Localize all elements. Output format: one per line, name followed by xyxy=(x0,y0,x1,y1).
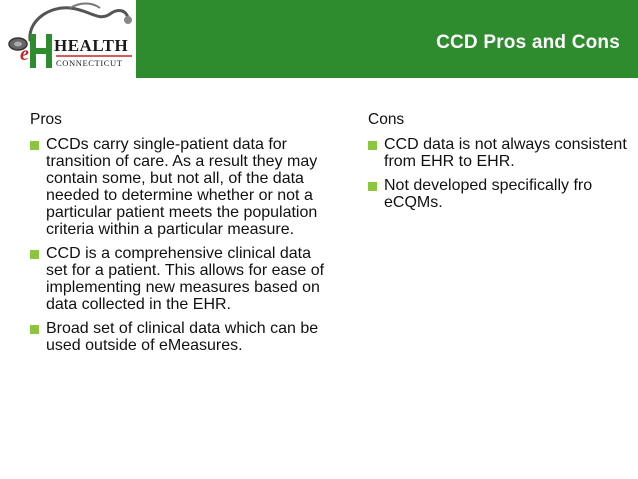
square-bullet-icon xyxy=(30,141,39,150)
list-item xyxy=(368,136,630,170)
list-item-text: CCD is a comprehensive clinical data set for a patient. This allows for ease of implementing new measures based on data collected in the EHR. xyxy=(46,245,325,313)
cons-column xyxy=(368,111,630,218)
list-item-text: Not developed specifically fro eCQMs. xyxy=(384,177,593,211)
square-bullet-icon xyxy=(30,325,39,334)
list-item-text: CCD data is not always consistent from EHR to EHR. xyxy=(384,136,627,170)
square-bullet-icon xyxy=(30,250,39,259)
list-item xyxy=(30,320,330,354)
list-item-text: Broad set of clinical data which can be used outside of eMeasures. xyxy=(46,320,319,354)
pros-column xyxy=(30,111,330,361)
logo-word: HEALTH xyxy=(54,36,129,55)
list-item-text: CCDs carry single-patient data for transition of care. As a result they may contain some, but not all, of the data needed to determine whether or not a particular patient meets the population criteria within a particular measure. xyxy=(46,136,318,238)
cons-list xyxy=(368,136,630,211)
list-item xyxy=(30,245,330,313)
page-title: CCD Pros and Cons xyxy=(436,32,620,53)
health-connecticut-logo xyxy=(0,0,136,78)
svg-text:e: e xyxy=(20,43,29,65)
list-item xyxy=(368,177,630,211)
square-bullet-icon xyxy=(368,141,377,150)
pros-list xyxy=(30,136,330,354)
square-bullet-icon xyxy=(368,182,377,191)
logo-subtitle: CONNECTICUT xyxy=(56,58,123,68)
cons-heading: Cons xyxy=(368,111,405,128)
pros-heading: Pros xyxy=(30,111,62,128)
header xyxy=(0,0,638,78)
list-item xyxy=(30,136,330,238)
